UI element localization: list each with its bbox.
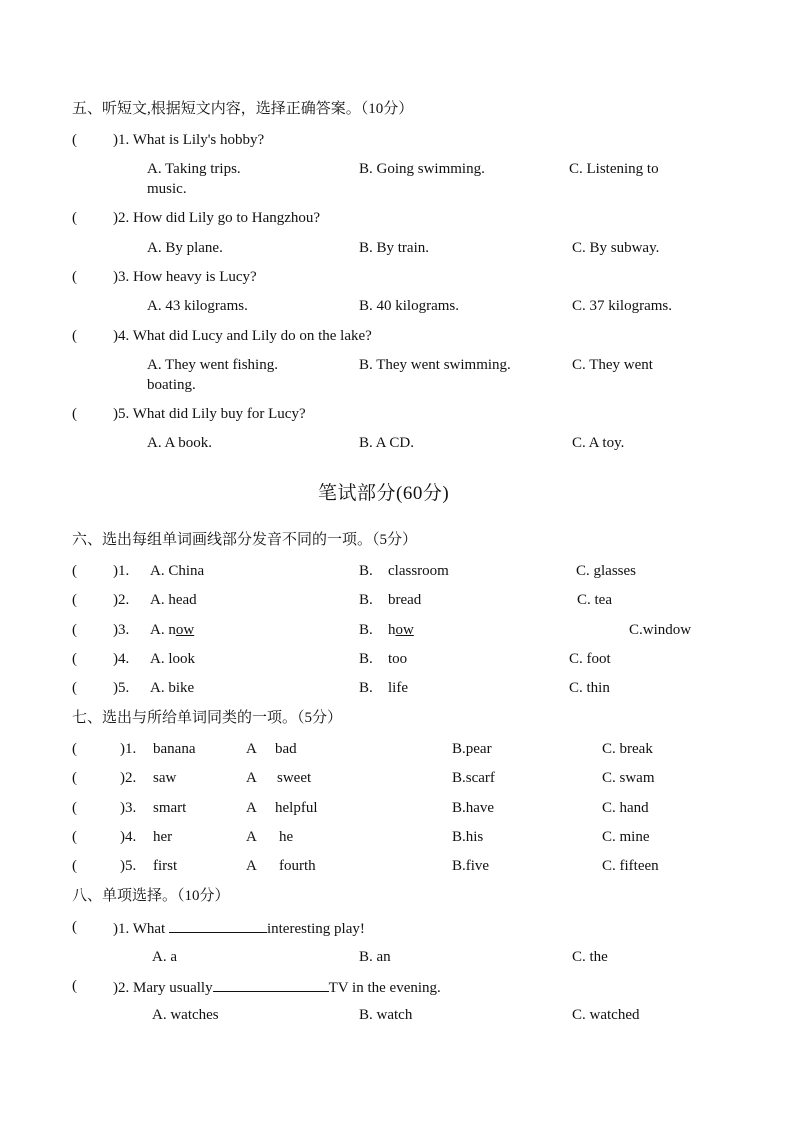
option-b-word: life xyxy=(388,680,408,696)
option-b: B. By train. xyxy=(359,240,429,256)
answer-blank[interactable] xyxy=(213,977,329,992)
option-b-word: too xyxy=(388,651,408,667)
option-a: A. China xyxy=(150,563,205,579)
option-c: C. A toy. xyxy=(572,435,625,451)
option-a: A. By plane. xyxy=(147,240,223,256)
question-text: )4. What did Lucy and Lily do on the lake? xyxy=(113,328,372,344)
answer-paren[interactable]: ( xyxy=(72,592,77,608)
option-a: A. 43 kilograms. xyxy=(147,298,248,314)
item-number: )4. xyxy=(113,651,130,667)
question-text: )2. How did Lily go to Hangzhou? xyxy=(113,210,321,226)
item-number: )2. xyxy=(113,592,130,608)
option-b-letter: B. xyxy=(359,622,373,638)
answer-paren[interactable]: ( xyxy=(72,210,77,226)
option-c: C. foot xyxy=(569,651,611,667)
option-a-letter: A xyxy=(246,741,257,757)
answer-paren[interactable]: ( xyxy=(72,978,77,994)
option-b: B.scarf xyxy=(452,770,495,786)
option-b: B.his xyxy=(452,829,484,845)
option-b: B. 40 kilograms. xyxy=(359,298,459,314)
option-a: A. bike xyxy=(150,680,195,696)
answer-paren[interactable]: ( xyxy=(72,741,77,757)
option-b-word: bread xyxy=(388,592,422,608)
option-c-continued: music. xyxy=(147,181,187,197)
option-a-word: fourth xyxy=(279,858,316,874)
given-word: her xyxy=(153,829,173,845)
option-b: B. They went swimming. xyxy=(359,357,511,373)
option-c: C. glasses xyxy=(576,563,636,579)
section8-heading: 八、单项选择。（10分） xyxy=(72,888,230,904)
option-a: A. A book. xyxy=(147,435,213,451)
option-a: A. now xyxy=(150,622,195,638)
answer-paren[interactable]: ( xyxy=(72,328,77,344)
item-number: )2. xyxy=(120,770,137,786)
section5-heading: 五、听短文,根据短文内容，选择正确答案。（10分） xyxy=(72,101,414,117)
option-c: C. thin xyxy=(569,680,610,696)
item-number: )1. xyxy=(120,741,137,757)
option-a: A. a xyxy=(152,949,177,965)
answer-blank[interactable] xyxy=(169,918,267,933)
option-c: C. watched xyxy=(572,1007,640,1023)
option-c: C. fifteen xyxy=(602,858,659,874)
underlined-letters: ow xyxy=(395,622,414,638)
option-b: B. an xyxy=(359,949,391,965)
option-c: C. By subway. xyxy=(572,240,660,256)
option-b: B. A CD. xyxy=(359,435,415,451)
option-a-word: helpful xyxy=(275,800,318,816)
item-number: )3. xyxy=(120,800,137,816)
option-a-letter: A xyxy=(246,829,257,845)
written-part-title: 笔试部分(60分) xyxy=(318,483,450,504)
question-text: )5. What did Lily buy for Lucy? xyxy=(113,406,306,422)
answer-paren[interactable]: ( xyxy=(72,829,77,845)
option-a: A. Taking trips. xyxy=(147,161,241,177)
option-a-word: bad xyxy=(275,741,297,757)
option-a: A. look xyxy=(150,651,196,667)
section6-heading: 六、选出每组单词画线部分发音不同的一项。（5分） xyxy=(72,532,418,548)
option-b: B.five xyxy=(452,858,490,874)
option-c: C. swam xyxy=(602,770,655,786)
option-a: A. They went fishing. xyxy=(147,357,278,373)
given-word: saw xyxy=(153,770,177,786)
answer-paren[interactable]: ( xyxy=(72,919,77,935)
option-c-continued: boating. xyxy=(147,377,196,393)
section7-heading: 七、选出与所给单词同类的一项。（5分） xyxy=(72,710,343,726)
question-text: )2. Mary usually TV in the evening. xyxy=(113,977,441,997)
option-a-letter: A xyxy=(246,770,257,786)
answer-paren[interactable]: ( xyxy=(72,651,77,667)
question-text: )1. What is Lily's hobby? xyxy=(113,132,265,148)
option-c: C.window xyxy=(629,622,692,638)
option-c: C. mine xyxy=(602,829,650,845)
option-b-letter: B. xyxy=(359,592,373,608)
answer-paren[interactable]: ( xyxy=(72,269,77,285)
answer-paren[interactable]: ( xyxy=(72,800,77,816)
option-c: C. tea xyxy=(577,592,612,608)
answer-paren[interactable]: ( xyxy=(72,406,77,422)
item-number: )1. xyxy=(113,563,130,579)
option-b: B.have xyxy=(452,800,495,816)
question-text: )3. How heavy is Lucy? xyxy=(113,269,257,285)
given-word: smart xyxy=(153,800,187,816)
option-b: B. watch xyxy=(359,1007,413,1023)
option-a: A. watches xyxy=(152,1007,219,1023)
option-a-word: he xyxy=(279,829,294,845)
option-c: C. hand xyxy=(602,800,649,816)
answer-paren[interactable]: ( xyxy=(72,858,77,874)
option-c: C. Listening to xyxy=(569,161,659,177)
option-b: B.pear xyxy=(452,741,492,757)
option-b-letter: B. xyxy=(359,680,373,696)
item-number: )4. xyxy=(120,829,137,845)
answer-paren[interactable]: ( xyxy=(72,680,77,696)
item-number: )3. xyxy=(113,622,130,638)
item-number: )5. xyxy=(113,680,130,696)
item-number: )5. xyxy=(120,858,137,874)
answer-paren[interactable]: ( xyxy=(72,132,77,148)
answer-paren[interactable]: ( xyxy=(72,622,77,638)
option-b-letter: B. xyxy=(359,651,373,667)
option-a-letter: A xyxy=(246,800,257,816)
option-b: B. Going swimming. xyxy=(359,161,485,177)
answer-paren[interactable]: ( xyxy=(72,563,77,579)
option-a: A. head xyxy=(150,592,197,608)
option-b-word: how xyxy=(388,622,414,638)
option-c: C. the xyxy=(572,949,608,965)
option-b-letter: B. xyxy=(359,563,373,579)
given-word: first xyxy=(153,858,178,874)
option-a-letter: A xyxy=(246,858,257,874)
answer-paren[interactable]: ( xyxy=(72,770,77,786)
option-c: C. 37 kilograms. xyxy=(572,298,672,314)
option-c: C. They went xyxy=(572,357,653,373)
underlined-letters: ow xyxy=(175,622,195,638)
given-word: banana xyxy=(153,741,196,757)
question-text: )1. What interesting play! xyxy=(113,918,365,938)
option-c: C. break xyxy=(602,741,653,757)
option-a-word: sweet xyxy=(277,770,312,786)
option-b-word: classroom xyxy=(388,563,449,579)
